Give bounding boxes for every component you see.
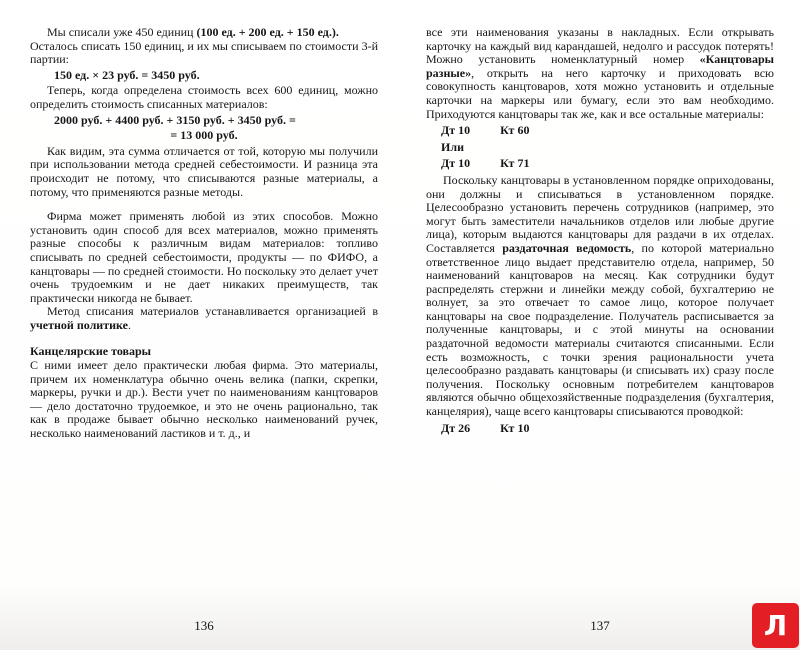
page-left [30,26,378,638]
paragraph: Метод списания материалов устанавливается организацией в учетной политике. [30,304,378,332]
paragraph: Фирма может применять любой из этих способов. Можно установить один способ для всех материалов, можно применять разные способы к различным видам материалов: топливо списывать по средней себестоимости, продукты — по ФИФО, а канцтовары — по средней стоимости. Но поскольку это делает учет очень трудоемким и не дает никаких преимуществ, так практически никогда не бывает. [30,209,378,305]
journal-entry: Дт 26 Кт 10 [441,420,530,435]
paragraph: Осталось списать 150 единиц, и их мы списываем по стоимости 3-й партии: [30,38,378,67]
paragraph: все эти наименования указаны в накладных. Если открывать карточку на каждый вид карандашей, недолго и рассудок потерять! Можно установить номенклатурный номер «Канцтовары разные», открыть на него карточку и приходовать всю совокупность канцтоваров, хотя можно установить и отдельные карточки на маркеры или бумагу, если это вам необходимо. Приходуются канцтовары так же, как и все остальные материалы: [426,25,774,121]
paragraph: Как видим, эта сумма отличается от той, которую мы получили при использовании метода средней себестоимости. И разница эта происходит не потому, что списываются разные материалы, а потому, что применяются разные методы. [30,143,378,199]
page-right [426,26,774,638]
journal-entry: Или [441,139,464,154]
section-heading: Канцелярские товары [30,344,152,359]
journal-entry: Дт 10 Кт 60 [441,123,530,138]
paragraph: Поскольку канцтовары в установленном порядке оприходованы, они должны и списываться в установленном порядке. Целесообразно установить перечень сотрудников (например, это могут быть заместители начальников отделов или любые другие лица), которым выдаются канцтовары для раздачи в их отделах. Составляется раздаточная ведомость, по которой материально ответственное лицо выдает представителю отдела, например, 50 наименований канцтоваров на месяц. Как сотрудники будут распределять стержни и линейки между собой, бухгалтерию не волнует, за это отвечает то самое лицо, которое получает канцтовары на свое подразделение. Получатель расписывается за полученные канцтовары, и с этой минуты на основании раздаточной ведомости материалы считаются списанными. Если есть возможность, с точки зрения рациональности учета целесообразно раздавать канцтовары (и списывать их) сразу после получения. Поскольку основным потребителем канцтоваров являются обычно общехозяйственные подразделения (бухгалтерия, канцелярия), чаще всего канцтовары списываются проводкой: [426,172,774,419]
page-left-text [30,26,378,610]
labirint-logo-letter: Л [763,608,788,642]
journal-entry: Дт 10 Кт 71 [441,156,530,171]
labirint-logo [752,603,799,648]
paragraph: Теперь, когда определена стоимость всех 600 единиц, можно определить стоимость списанных материалов: [30,83,378,111]
formula-line: 150 ед. × 23 руб. = 3450 руб. [54,67,200,82]
page-right-text [426,26,774,610]
paragraph: С ними имеет дело практически любая фирма. Это материалы, причем их номенклатура обычно очень велика (папки, скрепки, маркеры, ручки и др.). Вести учет по наименованиям канцтоваров — дело достаточно трудоемкое, и это не очень рационально, так как в продаже бывает обычно несколько наименований ручек, несколько наименований ластиков и т. д., и [30,358,378,441]
page-number-left: 136 [194,618,214,633]
formula-line: 2000 руб. + 4400 руб. + 3150 руб. + 3450 руб. = [54,112,296,127]
paragraph: Мы списали уже 450 единиц (100 ед. + 200 ед. + 150 ед.). [47,25,339,39]
formula-line: = 13 000 руб. [170,128,238,143]
page-number-right: 137 [590,618,610,633]
